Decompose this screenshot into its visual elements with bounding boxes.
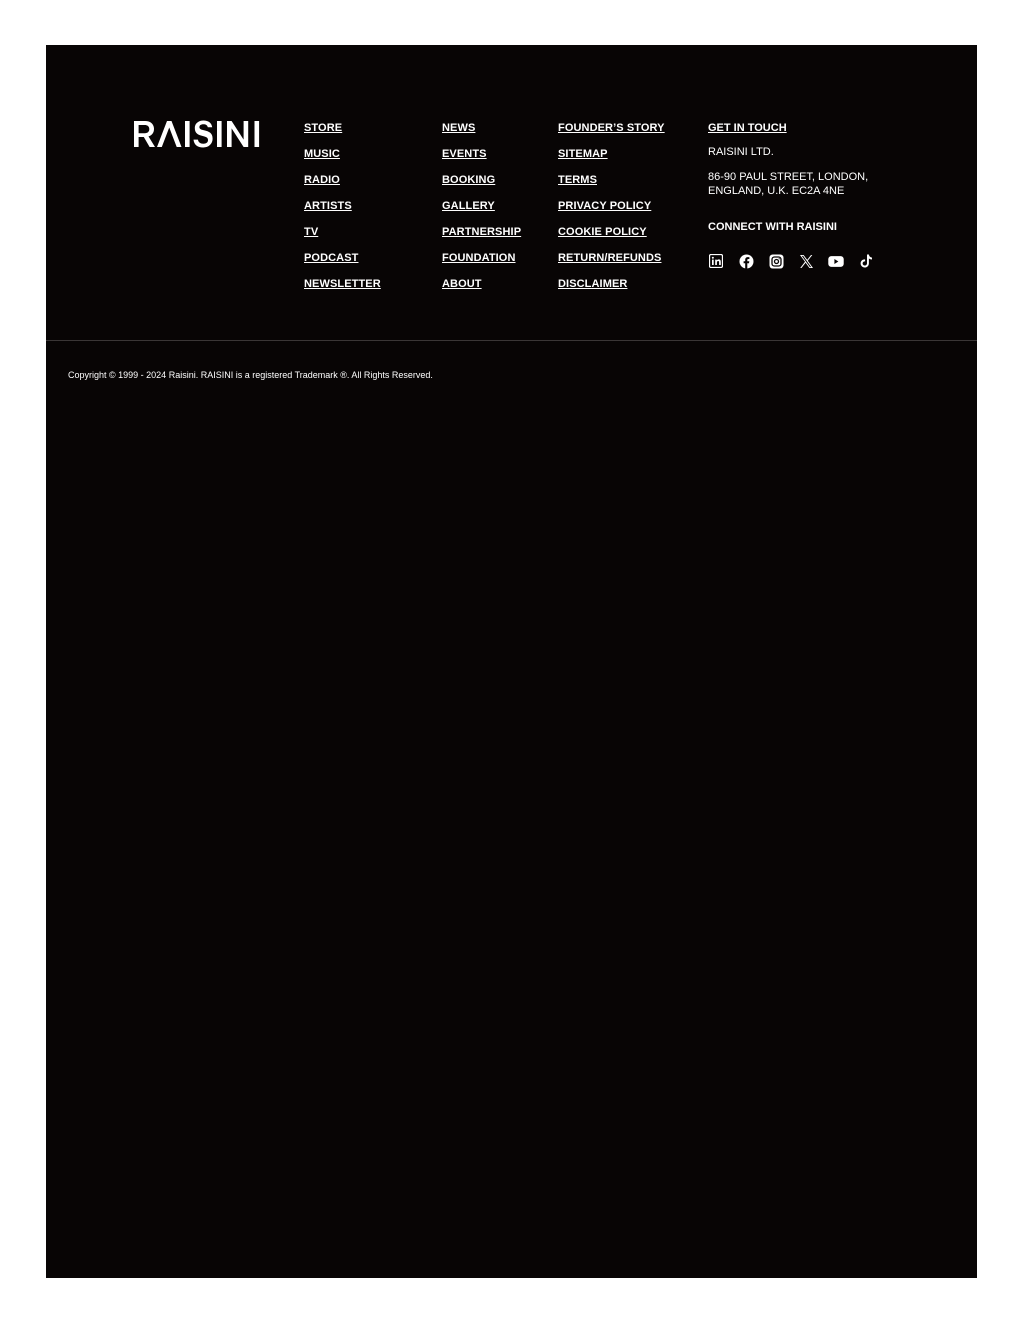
nav-link-disclaimer[interactable]: DISCLAIMER bbox=[558, 278, 628, 290]
nav-link-podcast[interactable]: PODCAST bbox=[304, 252, 359, 264]
nav-link-music[interactable]: MUSIC bbox=[304, 148, 340, 160]
nav-link-news[interactable]: NEWS bbox=[442, 122, 476, 134]
social-links bbox=[708, 252, 888, 270]
nav-link-terms[interactable]: TERMS bbox=[558, 174, 597, 186]
nav-link-booking[interactable]: BOOKING bbox=[442, 174, 496, 186]
nav-link-sitemap[interactable]: SITEMAP bbox=[558, 148, 608, 160]
nav-link-about[interactable]: ABOUT bbox=[442, 278, 482, 290]
nav-link-events[interactable]: EVENTS bbox=[442, 148, 487, 160]
nav-link-store[interactable]: STORE bbox=[304, 122, 343, 134]
company-name: RAISINI LTD. bbox=[708, 146, 774, 158]
instagram-icon[interactable] bbox=[768, 253, 784, 269]
company-address: 86-90 PAUL STREET, LONDON, ENGLAND, U.K. EC2A 4NE bbox=[708, 171, 869, 197]
nav-link-radio[interactable]: RADIO bbox=[304, 174, 340, 186]
nav-link-founders-story[interactable]: FOUNDER’S STORY bbox=[558, 122, 665, 134]
footer-divider bbox=[46, 340, 977, 341]
nav-link-privacy-policy[interactable]: PRIVACY POLICY bbox=[558, 200, 652, 212]
nav-column-1 bbox=[304, 121, 381, 303]
nav-link-gallery[interactable]: GALLERY bbox=[442, 200, 495, 212]
nav-link-partnership[interactable]: PARTNERSHIP bbox=[442, 226, 522, 238]
linkedin-icon[interactable] bbox=[708, 253, 724, 269]
connect-heading: CONNECT WITH RAISINI bbox=[708, 221, 837, 233]
raisini-logo-mark bbox=[134, 119, 264, 149]
facebook-icon[interactable] bbox=[738, 253, 754, 269]
x-twitter-icon[interactable] bbox=[798, 253, 814, 269]
contact-block bbox=[708, 121, 948, 234]
nav-column-2 bbox=[442, 121, 521, 303]
footer-top-section bbox=[46, 45, 977, 340]
footer-page bbox=[46, 45, 977, 1278]
get-in-touch-link[interactable]: GET IN TOUCH bbox=[708, 122, 787, 134]
tiktok-icon[interactable] bbox=[858, 253, 874, 269]
copyright-text: Copyright © 1999 - 2024 Raisini. RAISINI is a registered Trademark ®. All Rights Reserved. bbox=[68, 370, 433, 380]
nav-link-artists[interactable]: ARTISTS bbox=[304, 200, 352, 212]
nav-link-foundation[interactable]: FOUNDATION bbox=[442, 252, 516, 264]
nav-link-cookie-policy[interactable]: COOKIE POLICY bbox=[558, 226, 647, 238]
nav-column-3 bbox=[558, 121, 665, 303]
nav-link-newsletter[interactable]: NEWSLETTER bbox=[304, 278, 381, 290]
raisini-logo[interactable] bbox=[134, 119, 264, 149]
nav-link-return-refunds[interactable]: RETURN/REFUNDS bbox=[558, 252, 662, 264]
youtube-icon[interactable] bbox=[828, 253, 844, 269]
nav-link-tv[interactable]: TV bbox=[304, 226, 319, 238]
